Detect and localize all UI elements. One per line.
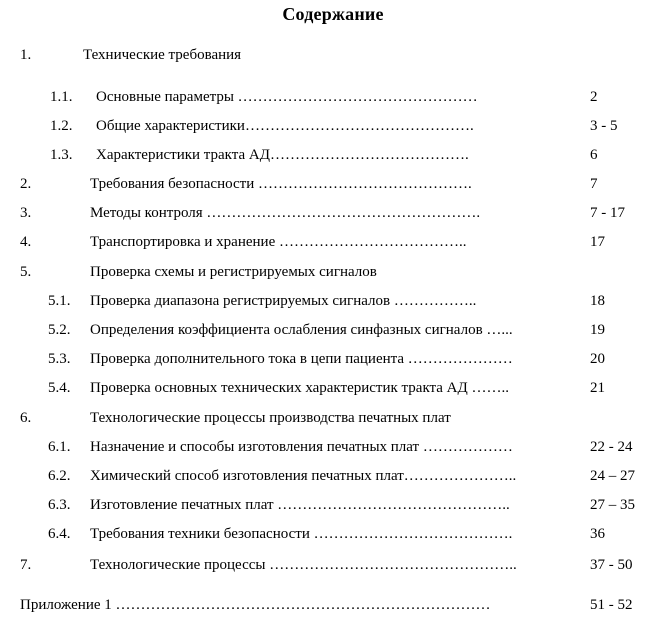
page-title: Содержание — [282, 4, 384, 24]
toc-entry — [0, 262, 666, 282]
toc-entry-number: 2. — [20, 176, 32, 192]
toc-entry-label: Основные параметры ………………………………………… — [96, 89, 478, 105]
toc-entry-page: 7 — [590, 176, 598, 192]
toc-entry-number: 3. — [20, 205, 32, 221]
toc-entry — [0, 174, 666, 194]
toc-entry-label: Характеристики тракта АД…………………………………. — [96, 147, 469, 163]
toc-entry-number: 6.4. — [48, 526, 71, 542]
toc-entry — [0, 87, 666, 107]
toc-entry-label: Методы контроля ………………………………………………. — [90, 205, 481, 221]
toc-entry-label: Назначение и способы изготовления печатных плат ……………… — [90, 439, 513, 455]
toc-entry — [0, 203, 666, 223]
toc-entry-number: 6.1. — [48, 439, 71, 455]
toc-entry — [0, 378, 666, 398]
toc-entry-label: Технические требования — [83, 47, 242, 63]
toc-entry-number: 1. — [20, 47, 32, 63]
toc-entry-page: 37 - 50 — [590, 557, 633, 573]
toc-entry-number: 5.4. — [48, 380, 71, 396]
toc-entry-number: 4. — [20, 234, 32, 250]
toc-entry-label: Требования техники безопасности …………………………………. — [90, 526, 513, 542]
toc-entry-label: Проверка схемы и регистрируемых сигналов — [90, 264, 377, 280]
toc-entry — [0, 524, 666, 544]
toc-entry — [0, 466, 666, 486]
toc-entry — [0, 595, 666, 615]
toc-entry — [0, 495, 666, 515]
toc-entry-label: Определения коэффициента ослабления синфазных сигналов …... — [90, 322, 513, 338]
toc-entry — [0, 116, 666, 136]
toc-entry-label: Технологические процессы производства печатных плат — [90, 410, 451, 426]
toc-entry-number: 5. — [20, 264, 32, 280]
toc-entry — [0, 349, 666, 369]
toc-entry-number: 6.2. — [48, 468, 71, 484]
toc-entry — [0, 232, 666, 252]
toc-entry-label: Приложение 1 ………………………………………………………………… — [20, 597, 491, 613]
toc-entry-label: Проверка диапазона регистрируемых сигналов …………….. — [90, 293, 477, 309]
toc-entry-number: 5.1. — [48, 293, 71, 309]
toc-entry-page: 7 - 17 — [590, 205, 625, 221]
toc-entry — [0, 145, 666, 165]
toc-entry-number: 1.3. — [50, 147, 73, 163]
toc-entry-label: Транспортировка и хранение ……………………………….. — [90, 234, 467, 250]
toc-entry — [0, 45, 666, 65]
toc-entry — [0, 291, 666, 311]
toc-entry-label: Проверка основных технических характеристик тракта АД …….. — [90, 380, 509, 396]
toc-entry-number: 6.3. — [48, 497, 71, 513]
toc-entry-label: Проверка дополнительного тока в цепи пациента ………………… — [90, 351, 513, 367]
toc-entry-page: 18 — [590, 293, 605, 309]
toc-entry-label: Требования безопасности ……………………………………. — [90, 176, 472, 192]
toc-entry — [0, 437, 666, 457]
toc-entry-page: 17 — [590, 234, 605, 250]
toc-entry-number: 1.1. — [50, 89, 73, 105]
toc-entry-page: 27 – 35 — [590, 497, 635, 513]
toc-entry-label: Технологические процессы ………………………………………….. — [90, 557, 517, 573]
toc-entry-label: Общие характеристики………………………………………. — [96, 118, 474, 134]
toc-entry-number: 5.2. — [48, 322, 71, 338]
toc-entry-page: 20 — [590, 351, 605, 367]
toc-entry-number: 6. — [20, 410, 32, 426]
toc-entry-number: 7. — [20, 557, 32, 573]
toc-entry-page: 24 – 27 — [590, 468, 635, 484]
toc-entry-page: 3 - 5 — [590, 118, 618, 134]
toc-entry-page: 21 — [590, 380, 605, 396]
toc-entry-page: 36 — [590, 526, 605, 542]
toc-entry-label: Изготовление печатных плат ……………………………………….. — [90, 497, 510, 513]
toc-entry-page: 6 — [590, 147, 598, 163]
toc-entry-page: 2 — [590, 89, 598, 105]
toc-entry-label: Химический способ изготовления печатных плат………………….. — [90, 468, 517, 484]
toc-entry-page: 51 - 52 — [590, 597, 633, 613]
toc-entry-number: 1.2. — [50, 118, 73, 134]
toc-entry-page: 19 — [590, 322, 605, 338]
toc-entry — [0, 555, 666, 575]
toc-entry — [0, 408, 666, 428]
toc-entry-number: 5.3. — [48, 351, 71, 367]
toc-entry — [0, 320, 666, 340]
toc-entry-page: 22 - 24 — [590, 439, 633, 455]
